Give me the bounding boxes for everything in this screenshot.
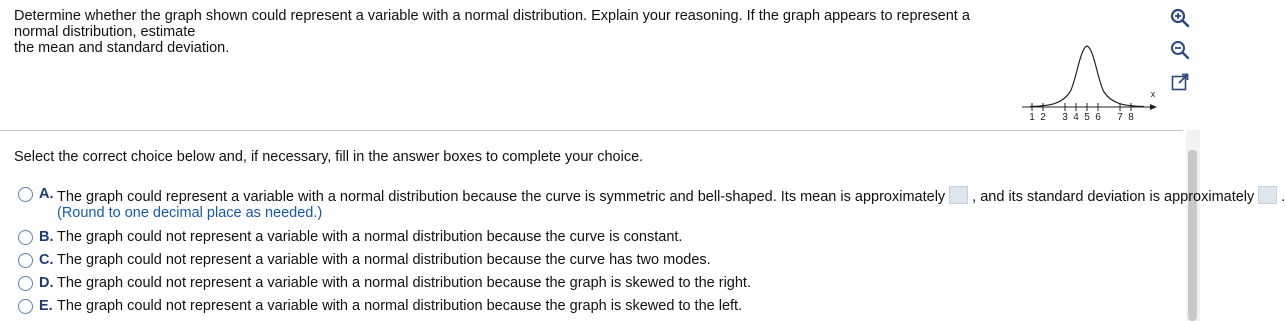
choice-a-text-after: . — [1281, 189, 1285, 205]
zoom-in-icon — [1170, 8, 1190, 28]
tick-label-4: 4 — [1073, 112, 1079, 123]
choice-e-text: The graph could not represent a variable with a normal distribution because the graph is skewed to the left. — [57, 298, 743, 314]
scrollbar-thumb[interactable] — [1188, 150, 1197, 321]
tick-label-6: 6 — [1095, 112, 1101, 123]
tick-label-1: 1 — [1029, 112, 1035, 123]
popout-icon — [1170, 72, 1190, 92]
zoom-out-icon — [1170, 40, 1190, 60]
graph-tools — [1168, 6, 1198, 102]
choice-a-text — [57, 186, 1285, 205]
choice-c-radio[interactable] — [18, 253, 33, 268]
question-text — [14, 8, 994, 56]
popout-button[interactable] — [1168, 70, 1192, 94]
graph-svg — [1010, 40, 1160, 123]
scrollbar[interactable] — [1186, 130, 1200, 321]
zoom-out-button[interactable] — [1168, 38, 1192, 62]
x-axis-label: x — [1150, 89, 1156, 99]
choice-d-letter: D. — [39, 275, 54, 291]
choice-b-radio[interactable] — [18, 230, 33, 245]
choice-d-text: The graph could not represent a variable with a normal distribution because the graph is skewed to the right. — [57, 275, 751, 291]
tick-label-7: 7 — [1117, 112, 1123, 123]
question-line-1: Determine whether the graph shown could represent a variable with a normal distribution. Explain your reasoning. If the graph appears to represent a normal distribution, estimate — [14, 8, 970, 40]
choice-b-letter: B. — [39, 229, 54, 245]
choice-a-text-middle: , and its standard deviation is approximately — [972, 189, 1255, 205]
std-dev-answer-box[interactable] — [1258, 186, 1277, 204]
tick-label-3: 3 — [1062, 112, 1068, 123]
choice-e-radio[interactable] — [18, 299, 33, 314]
zoom-in-button[interactable] — [1168, 6, 1192, 30]
choice-c-letter: C. — [39, 252, 54, 268]
choice-d-radio[interactable] — [18, 276, 33, 291]
tick-label-2: 2 — [1040, 112, 1046, 123]
instruction-text: Select the correct choice below and, if necessary, fill in the answer boxes to complete your choice. — [14, 149, 644, 165]
x-axis-arrow — [1150, 104, 1157, 110]
question-line-2: the mean and standard deviation. — [14, 40, 230, 56]
choice-a-text-before: The graph could represent a variable with a normal distribution because the curve is symmetric and bell-shaped. Its mean is approximately — [57, 189, 946, 205]
choice-b-text: The graph could not represent a variable with a normal distribution because the curve is constant. — [57, 229, 683, 245]
choice-c-text: The graph could not represent a variable with a normal distribution because the curve has two modes. — [57, 252, 711, 268]
bell-curve — [1030, 46, 1144, 107]
normal-curve-graph — [1010, 40, 1160, 125]
tick-label-5: 5 — [1084, 112, 1090, 123]
mean-answer-box[interactable] — [949, 186, 968, 204]
tick-label-8: 8 — [1128, 112, 1134, 123]
choice-e-letter: E. — [39, 298, 53, 314]
choice-a-letter: A. — [39, 186, 54, 202]
section-divider — [0, 130, 1183, 131]
choice-a-hint: (Round to one decimal place as needed.) — [57, 205, 323, 221]
choice-a-radio[interactable] — [18, 187, 33, 202]
